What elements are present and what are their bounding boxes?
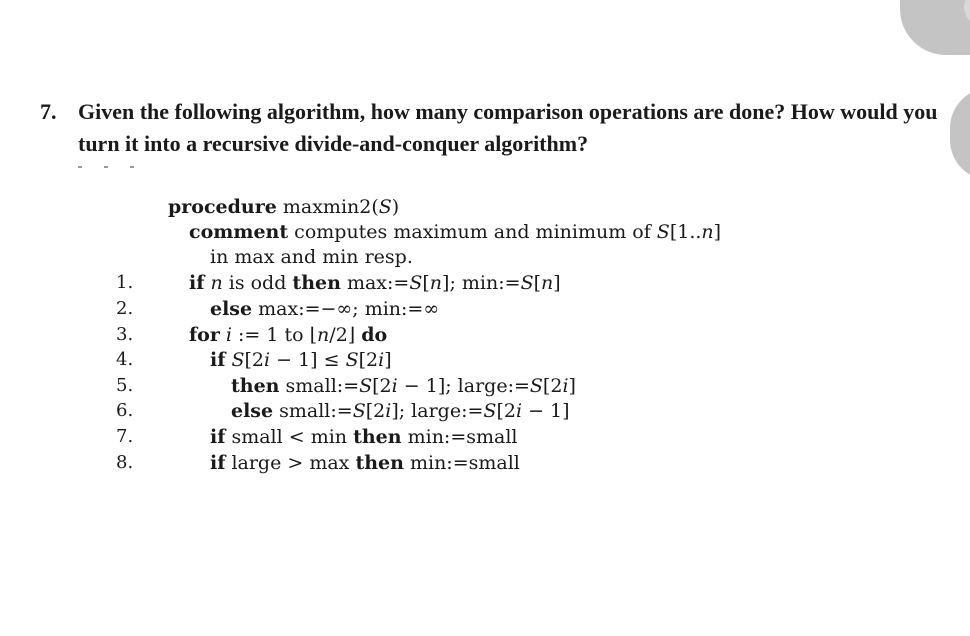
code-text: − 1] ≤ xyxy=(270,349,346,371)
line-number: 1. xyxy=(116,272,134,293)
var-s: S xyxy=(409,272,423,294)
code-line-1 xyxy=(189,270,561,296)
var-n: n xyxy=(210,272,223,294)
code-text: [2 xyxy=(372,375,392,397)
line-number: 8. xyxy=(116,452,134,473)
code-text: max:= xyxy=(340,272,410,294)
code-text: small < min xyxy=(225,426,354,448)
comment-keyword: comment xyxy=(189,221,289,243)
var-n: n xyxy=(317,324,330,346)
comment-var-n: n xyxy=(701,221,714,243)
line-number: 6. xyxy=(116,400,134,421)
var-s: S xyxy=(483,400,497,422)
code-text: min:=small xyxy=(403,452,520,474)
var-i: i xyxy=(391,375,398,397)
procedure-header xyxy=(168,194,399,220)
code-text: max:=−∞; min:=∞ xyxy=(252,298,440,320)
code-line-2 xyxy=(210,296,439,322)
code-line-8 xyxy=(210,450,520,476)
code-text: ] xyxy=(553,272,561,294)
code-text: [2 xyxy=(365,400,386,422)
if-keyword: if xyxy=(210,452,226,474)
code-text: [ xyxy=(422,272,430,294)
line-number: 7. xyxy=(116,426,134,447)
code-text: ]; min:= xyxy=(442,272,521,294)
question-text: Given the following algorithm, how many comparison operations are done? How would you turn it into a recursive divide-and-conquer algorithm? xyxy=(78,99,938,156)
var-n: n xyxy=(429,272,443,294)
procedure-close: ) xyxy=(391,196,400,218)
code-text: := 1 to ⌊ xyxy=(231,324,318,346)
if-keyword: if xyxy=(189,272,205,294)
code-line-6 xyxy=(231,398,570,424)
var-i: i xyxy=(225,324,232,346)
var-i: i xyxy=(385,400,392,422)
var-i: i xyxy=(264,349,271,371)
then-keyword: then xyxy=(231,375,280,397)
line-number: 2. xyxy=(116,298,134,319)
comment-range-open: [1.. xyxy=(669,221,702,243)
code-text: [ xyxy=(533,272,542,294)
line-number: 5. xyxy=(116,375,134,396)
code-text: [2 xyxy=(542,375,563,397)
code-text: min:=small xyxy=(401,426,518,448)
code-text: [2 xyxy=(496,400,516,422)
question-number: 7. xyxy=(40,99,57,124)
var-i: i xyxy=(562,375,569,397)
line-number: 4. xyxy=(116,349,134,370)
comment-var-s: S xyxy=(656,221,670,243)
var-s: S xyxy=(345,349,359,371)
else-keyword: else xyxy=(231,400,274,422)
code-line-7 xyxy=(210,424,518,450)
if-keyword: if xyxy=(210,426,226,448)
then-keyword: then xyxy=(292,272,341,294)
var-n: n xyxy=(541,272,554,294)
var-s: S xyxy=(352,400,366,422)
comment-range-close: ] xyxy=(713,221,722,243)
procedure-param: S xyxy=(378,196,392,218)
code-text: [2 xyxy=(358,349,379,371)
comment-text-a: computes maximum and minimum of xyxy=(288,221,657,243)
var-s: S xyxy=(359,375,373,397)
code-text: − 1] xyxy=(522,400,570,422)
comment-line xyxy=(189,219,721,245)
procedure-name: maxmin2( xyxy=(282,196,379,218)
code-text: small:= xyxy=(279,375,360,397)
code-text: is odd xyxy=(222,272,293,294)
code-text: [2 xyxy=(244,349,264,371)
procedure-keyword: procedure xyxy=(168,196,277,218)
code-text: /2⌋ xyxy=(329,324,362,346)
code-line-4 xyxy=(210,347,392,373)
var-s: S xyxy=(529,375,543,397)
code-line-5 xyxy=(231,373,576,399)
var-i: i xyxy=(515,400,523,422)
then-keyword: then xyxy=(353,426,402,448)
var-s: S xyxy=(520,272,534,294)
line-number: 3. xyxy=(116,324,134,345)
comment-continuation: in max and min resp. xyxy=(210,246,413,268)
else-keyword: else xyxy=(210,298,253,320)
if-keyword: if xyxy=(210,349,226,371)
code-text: ]; large:= xyxy=(391,400,484,422)
for-keyword: for xyxy=(189,324,220,346)
code-line-3 xyxy=(189,322,387,348)
then-keyword: then xyxy=(355,452,404,474)
code-text: − 1]; large:= xyxy=(397,375,530,397)
var-i: i xyxy=(378,349,385,371)
do-keyword: do xyxy=(361,324,388,346)
code-text: large > max xyxy=(225,452,356,474)
code-text: ] xyxy=(384,349,392,371)
code-text: small:= xyxy=(273,400,353,422)
var-s: S xyxy=(231,349,245,371)
code-text: ] xyxy=(568,375,576,397)
